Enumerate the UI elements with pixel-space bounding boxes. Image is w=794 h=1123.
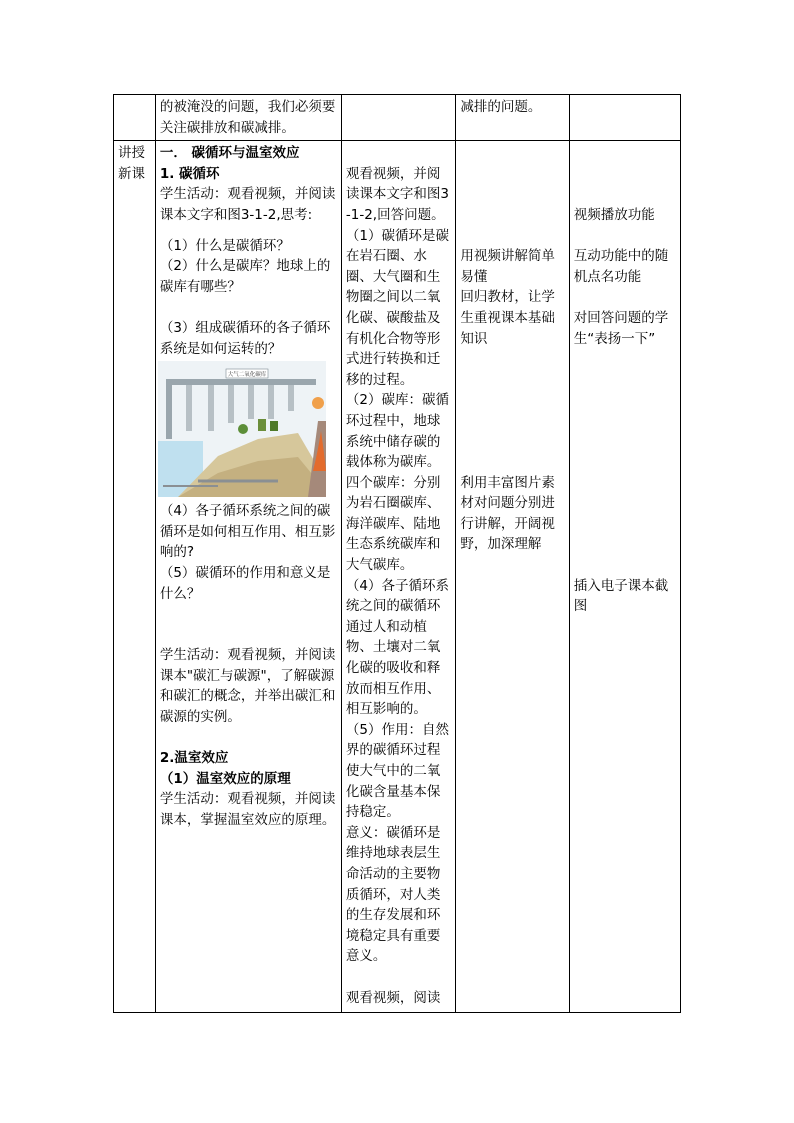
- tech-text: 视频播放功能: [573, 206, 655, 223]
- student-text: （2）碳库：碳循环过程中，地球系统中储存碳的载体称为碳库。: [345, 392, 449, 471]
- design-text: 用视频讲解简单易懂: [460, 248, 555, 285]
- table-row: [114, 141, 681, 1013]
- student-text: 观看视频，阅读: [345, 989, 441, 1006]
- lesson-plan-table: [113, 94, 681, 1013]
- teacher-activity-cell: [155, 141, 341, 1013]
- question-3: （3）组成碳循环的各子循环系统是如何运转的？: [159, 319, 331, 357]
- student-text: （1）碳循环是碳在岩石圈、水圈、大气圈和生物圈之间以二氧化碳、碳酸盐及有机化合物等形式进行转换和迁移的过程。: [345, 227, 449, 388]
- teacher-text: 的被淹没的问题，我们必须要关注碳排放和碳减排。: [159, 99, 336, 136]
- student-text: 观看视频，并阅读课本文字和图3-1-2,回答问题。: [345, 165, 449, 223]
- student-text: 意义：碳循环是维持地球表层生命活动的主要物质循环，对人类的生存发展和环境稳定具有重要意义。: [345, 824, 441, 965]
- student-text: 四个碳库：分别为岩石圈碳库、海洋碳库、陆地生态系统碳库和大气碳库。: [345, 474, 441, 574]
- design-text: 回归教材，让学生重视课本基础知识: [460, 289, 555, 347]
- subsection-title: 2.温室效应: [159, 750, 229, 767]
- student-activity-cell: [341, 141, 456, 1013]
- section-title: 一． 碳循环与温室效应: [159, 145, 300, 162]
- student-activity-cell: [341, 95, 456, 141]
- tech-text: 插入电子课本截图: [573, 577, 669, 615]
- student-activity-text: 学生活动：观看视频，并阅读课本"碳汇与碳源"，了解碳源和碳汇的概念，并举出碳汇和碳源的实例。: [159, 647, 336, 726]
- design-text: 减排的问题。: [460, 99, 542, 115]
- question-4: （4）各子循环系统之间的碳循环是如何相互作用、相互影响的?: [159, 503, 336, 561]
- design-intent-cell: [456, 141, 569, 1013]
- diagram-title: 大气二氧化碳库: [227, 372, 267, 379]
- table-row: [114, 95, 681, 141]
- stage-label: 讲授新课: [118, 145, 145, 182]
- design-text: 利用丰富图片素材对问题分别进行讲解，开阔视野，加深理解: [460, 474, 555, 553]
- stage-cell: [114, 141, 156, 1013]
- student-text: （4）各子循环系统之间的碳循环通过人和动植物、土壤对二氧化碳的吸收和释放而相互作用、相互影响的。: [345, 577, 449, 718]
- subsection-title: （1）温室效应的原理: [159, 770, 291, 787]
- tech-cell: [569, 141, 680, 1013]
- design-intent-cell: [456, 95, 569, 141]
- question-2: （2）什么是碳库？地球上的碳库有哪些？: [159, 258, 331, 295]
- tech-text: 对回答问题的学生“表扬一下”: [573, 309, 669, 347]
- teacher-activity-cell: [155, 95, 341, 141]
- student-activity-text: 学生活动：观看视频，并阅读课本，掌握温室效应的原理。: [159, 791, 336, 829]
- subsection-title: 1. 碳循环: [159, 165, 220, 182]
- question-1: （1）什么是碳循环？: [159, 237, 290, 254]
- student-activity-text: 学生活动：观看视频，并阅读课本文字和图3-1-2,思考:: [159, 186, 336, 223]
- student-text: （5）作用：自然界的碳循环过程使大气中的二氧化碳含量基本保持稳定。: [345, 721, 449, 821]
- tech-text: 互动功能中的随机点名功能: [573, 248, 669, 285]
- tech-cell: [569, 95, 680, 141]
- stage-cell: [114, 95, 156, 141]
- question-5: （5）碳循环的作用和意义是什么？: [159, 564, 331, 602]
- carbon-cycle-diagram: [158, 361, 326, 497]
